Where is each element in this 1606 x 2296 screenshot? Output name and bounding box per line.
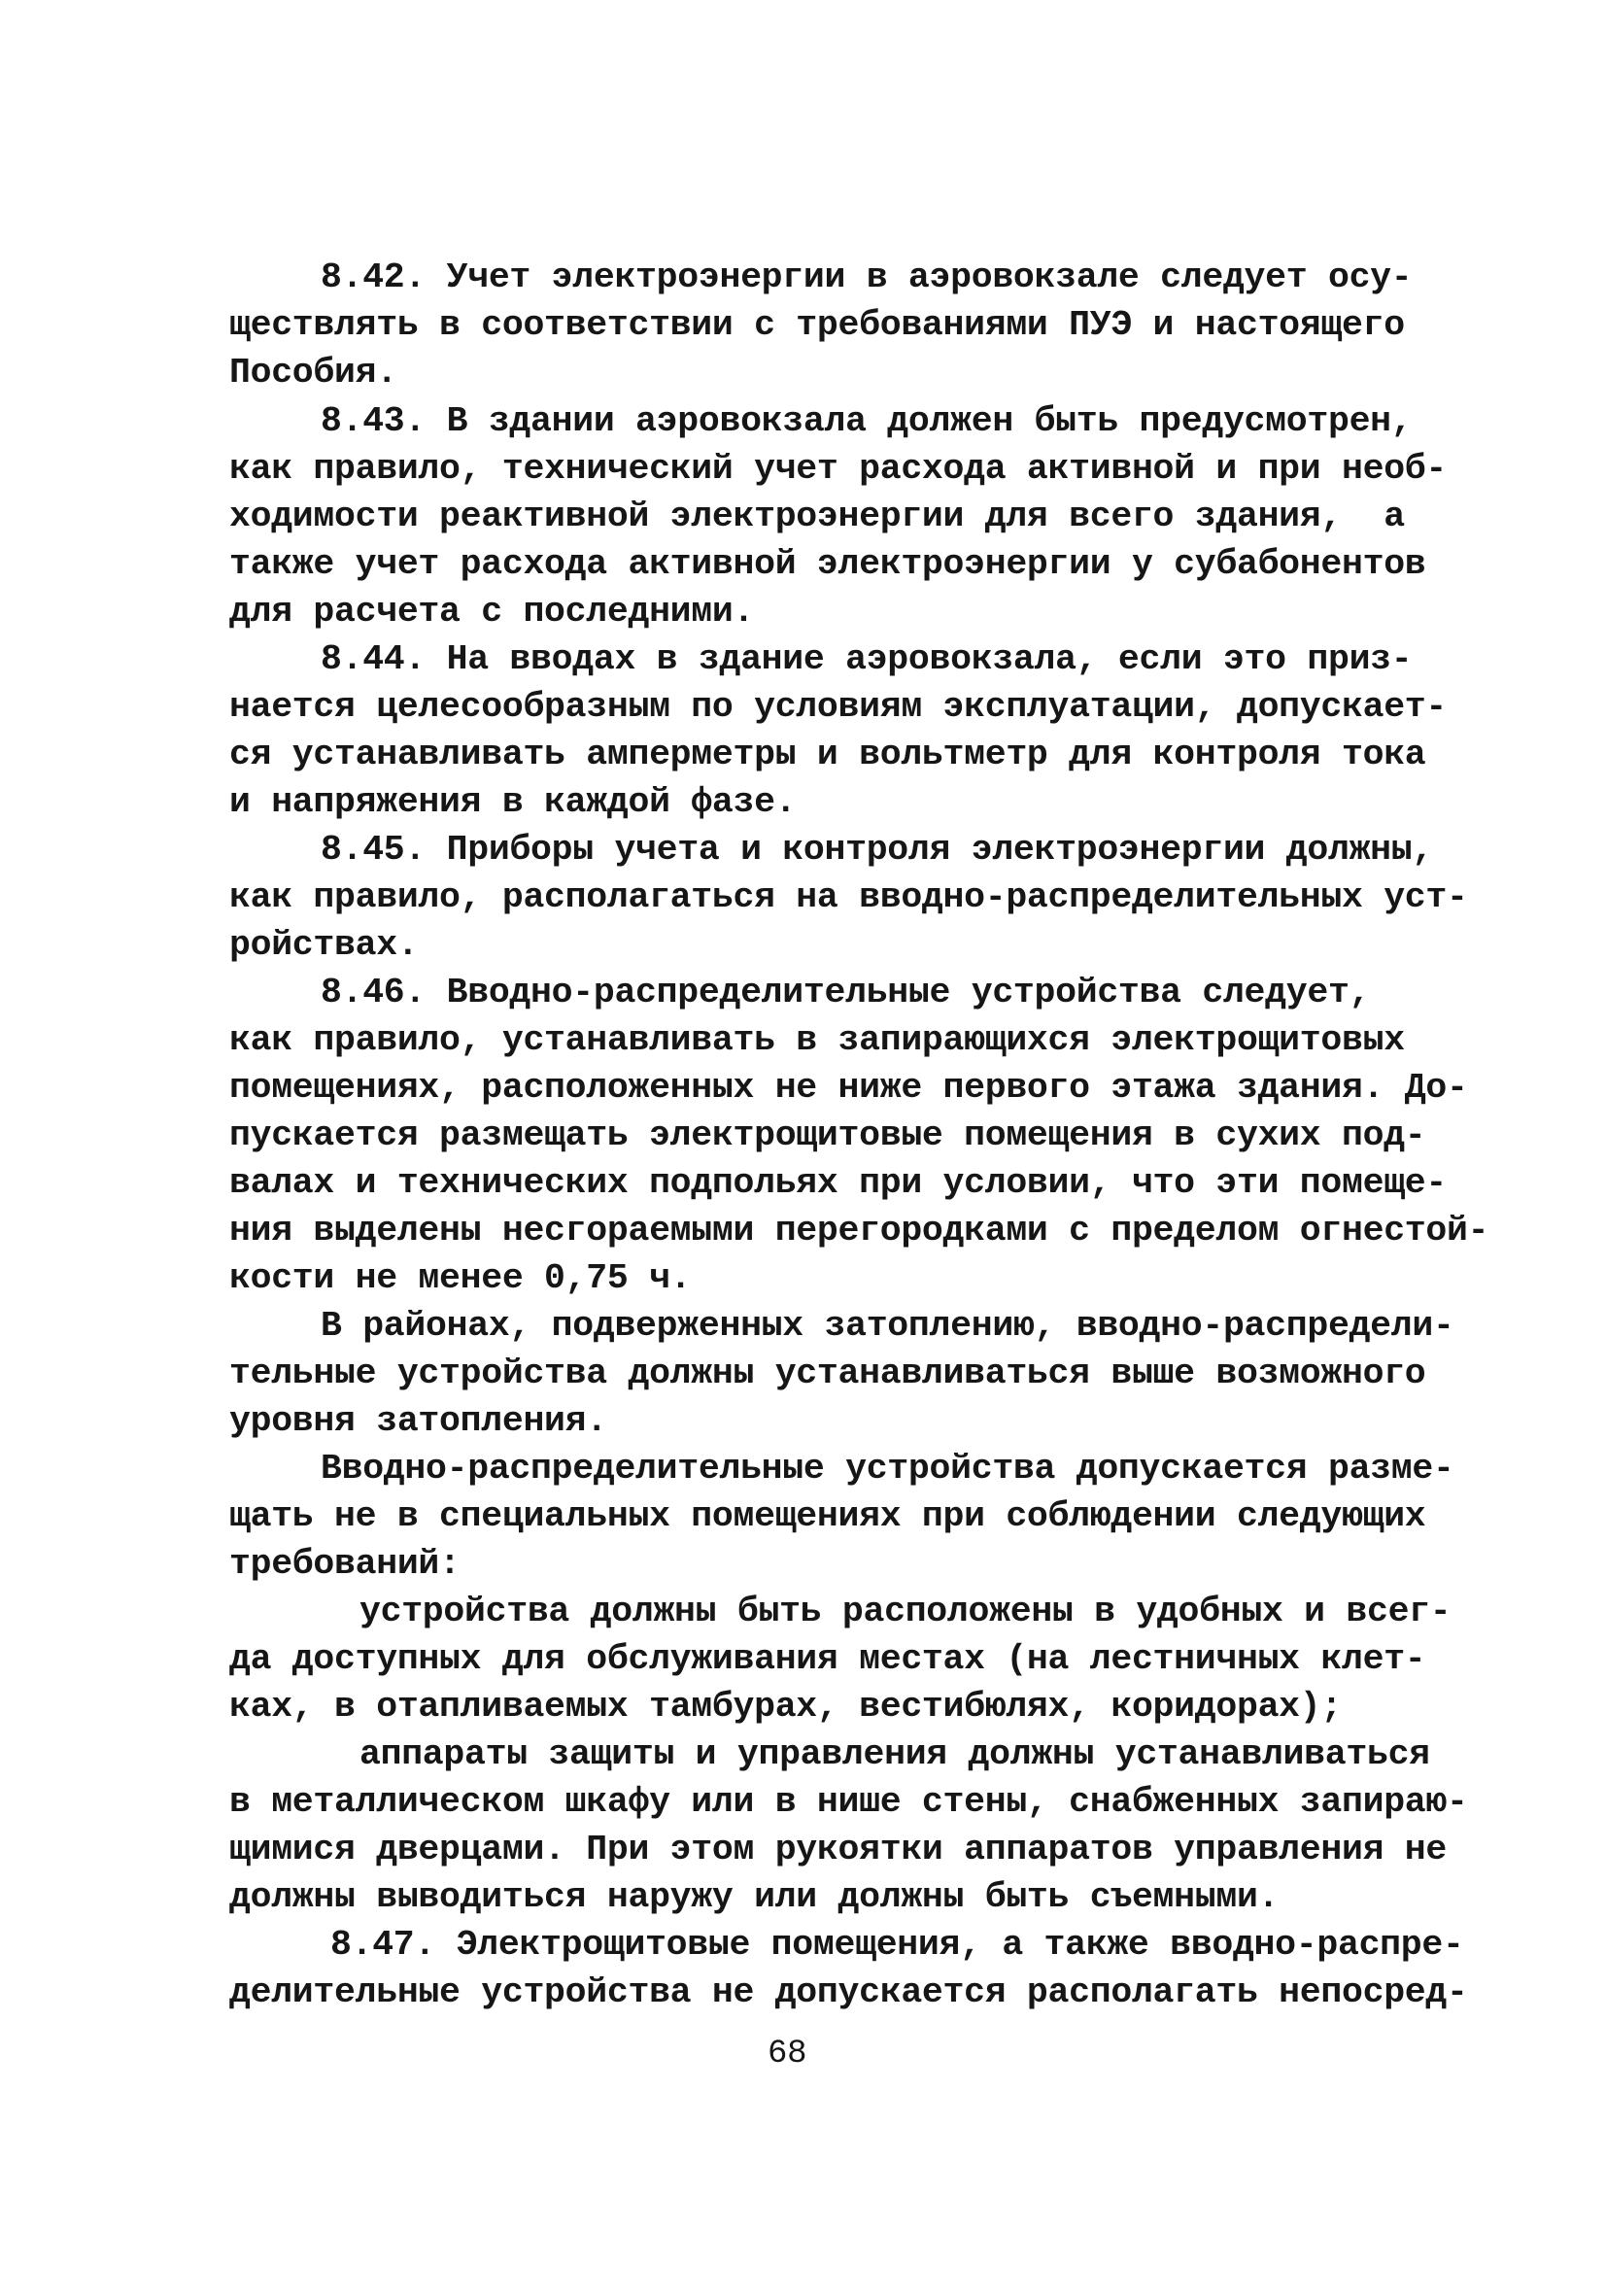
text-line: кости не менее 0,75 ч. [229, 1258, 692, 1298]
text-line: ходимости реактивной электроэнергии для всего здания, а [229, 497, 1405, 536]
text-line: также учет расхода активной электроэнергии у субабонентов [229, 544, 1426, 584]
text-line: ния выделены несгораемыми перегородками с пределом огнестой- [229, 1211, 1489, 1251]
text-line: Пособия. [229, 353, 397, 393]
text-line: ках, в отапливаемых тамбурах, вестибюлях, коридорах); [229, 1687, 1342, 1727]
text-line: 8.43. В здании аэровокзала должен быть предусмотрен, [321, 401, 1413, 441]
text-line: как правило, технический учет расхода активной и при необ- [229, 449, 1448, 489]
text-line: 8.47. Электрощитовые помещения, а также вводно-распре- [330, 1925, 1464, 1965]
text-line: валах и технических подпольях при условии, что эти помеще- [229, 1163, 1448, 1203]
text-line: ся устанавливать амперметры и вольтметр для контроля тока [229, 735, 1426, 774]
text-line: пускается размещать электрощитовые помещения в сухих под- [229, 1115, 1426, 1155]
text-line: тельные устройства должны устанавливаться выше возможного [229, 1354, 1426, 1393]
text-line: ществлять в соответствии с требованиями ПУЭ и настоящего [229, 305, 1405, 345]
text-line: щать не в специальных помещениях при соблюдении следующих [229, 1496, 1426, 1536]
text-line: нается целесообразным по условиям эксплуатации, допускает- [229, 687, 1448, 727]
text-line: делительные устройства не допускается располагать непосред- [229, 1972, 1468, 2012]
text-line: в металлическом шкафу или в нише стены, снабженных запираю- [229, 1782, 1468, 1822]
text-line: аппараты защиты и управления должны устанавливаться [359, 1734, 1430, 1774]
text-line: для расчета с последними. [229, 592, 755, 632]
text-line: как правило, устанавливать в запирающихся электрощитовых [229, 1020, 1405, 1060]
text-line: Вводно-распределительные устройства допускается разме- [321, 1449, 1454, 1489]
text-line: помещениях, расположенных не ниже первого этажа здания. До- [229, 1068, 1468, 1108]
text-line: 8.45. Приборы учета и контроля электроэнергии должны, [321, 830, 1433, 870]
text-line: устройства должны быть расположены в удобных и всег- [359, 1592, 1452, 1631]
text-line: как правило, располагаться на вводно-распределительных уст- [229, 877, 1468, 917]
text-line: щимися дверцами. При этом рукоятки аппаратов управления не [229, 1830, 1448, 1869]
text-line: 8.46. Вводно-распределительные устройства следует, [321, 973, 1371, 1012]
text-line: должны выводиться наружу или должны быть съемными. [229, 1877, 1280, 1917]
text-line: 8.42. Учет электроэнергии в аэровокзале следует осу- [321, 257, 1413, 297]
text-line: требований: [229, 1544, 461, 1584]
text-line: да доступных для обслуживания местах (на лестничных клет- [229, 1639, 1426, 1679]
text-line: 8.44. На вводах в здание аэровокзала, если это приз- [321, 639, 1413, 679]
page-number: 68 [768, 2036, 807, 2073]
text-line: и напряжения в каждой фазе. [229, 782, 797, 822]
text-line: ройствах. [229, 925, 419, 965]
text-line: уровня затопления. [229, 1401, 607, 1441]
text-line: В районах, подверженных затоплению, вводно-распредели- [321, 1306, 1454, 1346]
